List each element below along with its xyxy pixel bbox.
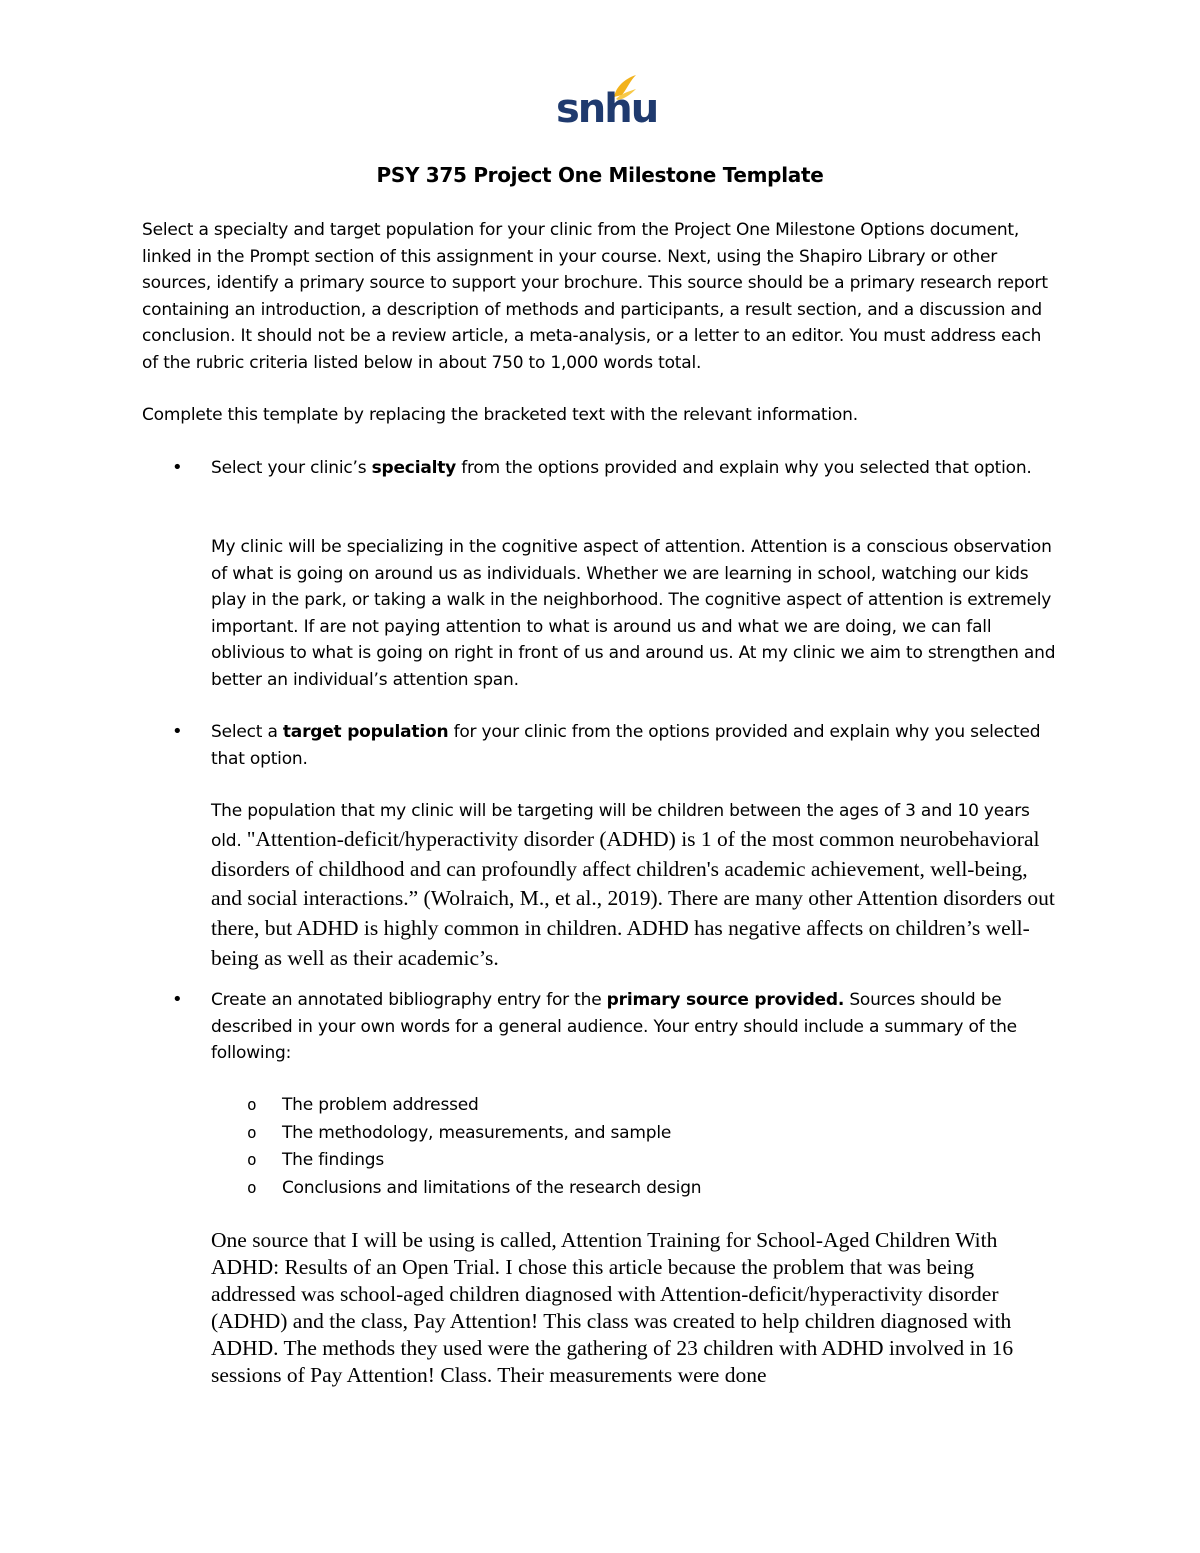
sub-item-text: The methodology, measurements, and sample [282,1123,672,1143]
bullet-icon: • [172,989,183,1010]
sub-item-text: The problem addressed [282,1095,479,1115]
circle-bullet-icon: o [247,1095,257,1114]
sub-item-text: The findings [282,1150,385,1170]
answer-paragraph: My clinic will be specializing in the cognitive aspect of attention. Attention is a conscious observation of what is going on around us as individuals. Whether we are learning in school, watching our kids play in the park, or taking a walk in the neighborhood. The cognitive aspect of attention is extremely important. If are not paying attention to what is around us and what we are doing, we can fall oblivious to what is going on right in front of us and around us. At my clinic we aim to strengthen and better an individual’s attention span. [211,537,1056,690]
bullet-icon: • [172,457,183,478]
intro-paragraph: Select a specialty and target population for your clinic from the Project One Milestone Options document, linked in the Prompt section of this assignment in your course. Next, using the Shapiro Library or other sources, identify a primary source to support your brochure. This source should be a primary research report containing an introduction, a description of methods and participants, a result section, and a discussion and conclusion. It should not be a review article, a meta-analysis, or a letter to an editor. You must address each of the rubric criteria listed below in about 750 to 1,000 words total. [142,220,1048,373]
prompt-text: Select a [211,722,283,742]
prompt-text: for your clinic from the options provided and explain why you selected that option. [211,722,1041,769]
circle-bullet-icon: o [247,1178,257,1197]
prompt-text: Create an annotated bibliography entry for the [211,990,607,1010]
circle-bullet-icon: o [247,1123,257,1142]
answer-paragraph [211,798,1061,975]
answer-paragraph: One source that I will be using is called, Attention Training for School-Aged Children With ADHD: Results of an Open Trial. I chose this article because the problem that was being addressed was school-aged children diagnosed with Attention-deficit/hyperactivity disorder (ADHD) and the class, Pay Attention! This class was created to help children diagnosed with ADHD. The methods they used were the gathering of 23 children with ADHD involved in 16 sessions of Pay Attention! Class. Their measurements were done [211,1228,1014,1387]
sub-item-text: Conclusions and limitations of the research design [282,1178,702,1198]
answer-quote-text: "Attention-deficit/hyperactivity disorder (ADHD) is 1 of the most common neurobehavioral disorders of childhood and can profoundly affect children's academic achievement, well-being, and social interactions.” (Wolraich, M., et al., 2019). There are many other Attention disorders out there, but ADHD is highly common in children. ADHD has negative affects on children’s well-being as well as their academic’s. [211,826,1055,970]
logo-text: snhu [556,86,658,132]
answer-sans-text: The population that my clinic will be targeting will be children between the ages of 3 and 10 years old. [211,801,1030,851]
prompt-bold-text: primary source provided. [606,990,845,1010]
bullet-prompt [211,987,1061,1067]
prompt-bold-text: target population [282,722,449,742]
circle-bullet-icon: o [247,1150,257,1169]
instruction-paragraph: Complete this template by replacing the bracketed text with the relevant information. [142,405,858,425]
bullet-prompt [211,455,1061,482]
prompt-text: Sources should be described in your own words for a general audience. Your entry should include a summary of the following: [211,990,1017,1063]
prompt-text: from the options provided and explain why you selected that option. [456,458,1032,478]
bullet-prompt [211,719,1061,772]
prompt-text: Select your clinic’s [211,458,372,478]
snhu-logo [556,73,658,133]
prompt-bold-text: specialty [371,458,457,478]
bullet-icon: • [172,721,183,742]
page-title: PSY 375 Project One Milestone Template [376,163,824,187]
